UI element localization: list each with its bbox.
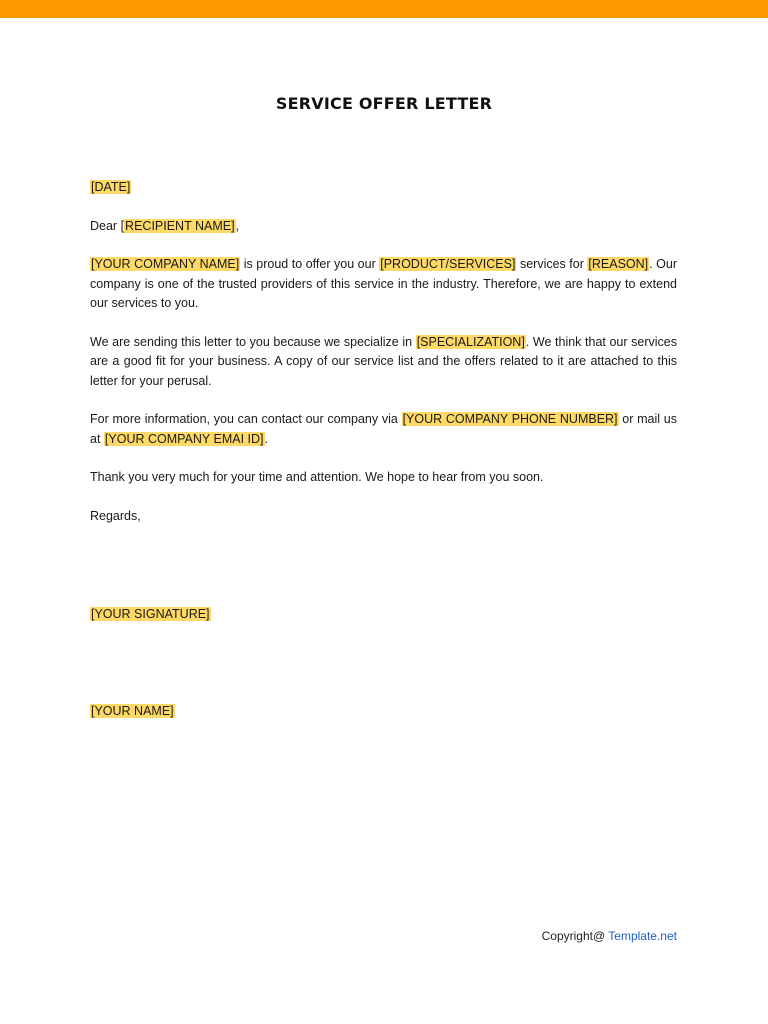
- specialization-text-2: . We think that our services are a good fit for your business. A copy of our service list and the offers related to it are attached to this letter for your perusal.: [90, 334, 677, 388]
- reason-placeholder: [REASON]: [588, 257, 649, 271]
- specialization-text-1: We are sending this letter to you because we specialize in: [90, 334, 416, 349]
- offer-text-1: is proud to offer you our: [240, 257, 380, 271]
- recipient-placeholder: RECIPIENT NAME]: [125, 218, 235, 233]
- contact-text-1: For more information, you can contact our company via: [90, 412, 402, 426]
- product-placeholder: [PRODUCT/SERVICES]: [380, 257, 516, 271]
- document-title: SERVICE OFFER LETTER: [275, 94, 493, 113]
- letter-body: [90, 178, 677, 545]
- date-line: [90, 178, 677, 198]
- offer-paragraph: [90, 255, 677, 314]
- company-name-placeholder: [YOUR COMPANY NAME]: [91, 257, 240, 271]
- name-placeholder: [YOUR NAME]: [91, 704, 174, 718]
- contact-paragraph: [90, 410, 677, 449]
- copyright-label: Copyright@: [541, 929, 609, 943]
- greeting-line: [90, 217, 677, 237]
- template-net-link[interactable]: Template.net: [608, 929, 677, 943]
- thanks-paragraph: Thank you very much for your time and attention. We hope to hear from you soon.: [90, 470, 544, 484]
- signature-line: [90, 605, 211, 625]
- specialization-paragraph: [90, 333, 677, 392]
- offer-text-3: . Our company is one of the trusted providers of this service in the industry. Therefore, we are happy to extend our services to you.: [90, 257, 677, 310]
- contact-text-3: .: [264, 431, 268, 446]
- date-placeholder: [DATE]: [91, 180, 131, 194]
- name-line: [90, 702, 175, 722]
- closing-line: Regards,: [90, 508, 141, 523]
- copyright-footer: [542, 929, 677, 943]
- greeting-prefix: Dear [: [90, 218, 125, 233]
- offer-text-2: services for: [516, 257, 588, 271]
- signature-placeholder: [YOUR SIGNATURE]: [91, 607, 210, 621]
- phone-placeholder: [YOUR COMPANY PHONE NUMBER]: [402, 412, 618, 426]
- contact-text-2: or mail us at: [90, 412, 677, 446]
- email-placeholder: [YOUR COMPANY EMAI ID]: [104, 431, 264, 446]
- greeting-suffix: ,: [235, 218, 240, 233]
- top-accent-bar: [0, 0, 768, 18]
- specialization-placeholder: [SPECIALIZATION]: [416, 334, 525, 349]
